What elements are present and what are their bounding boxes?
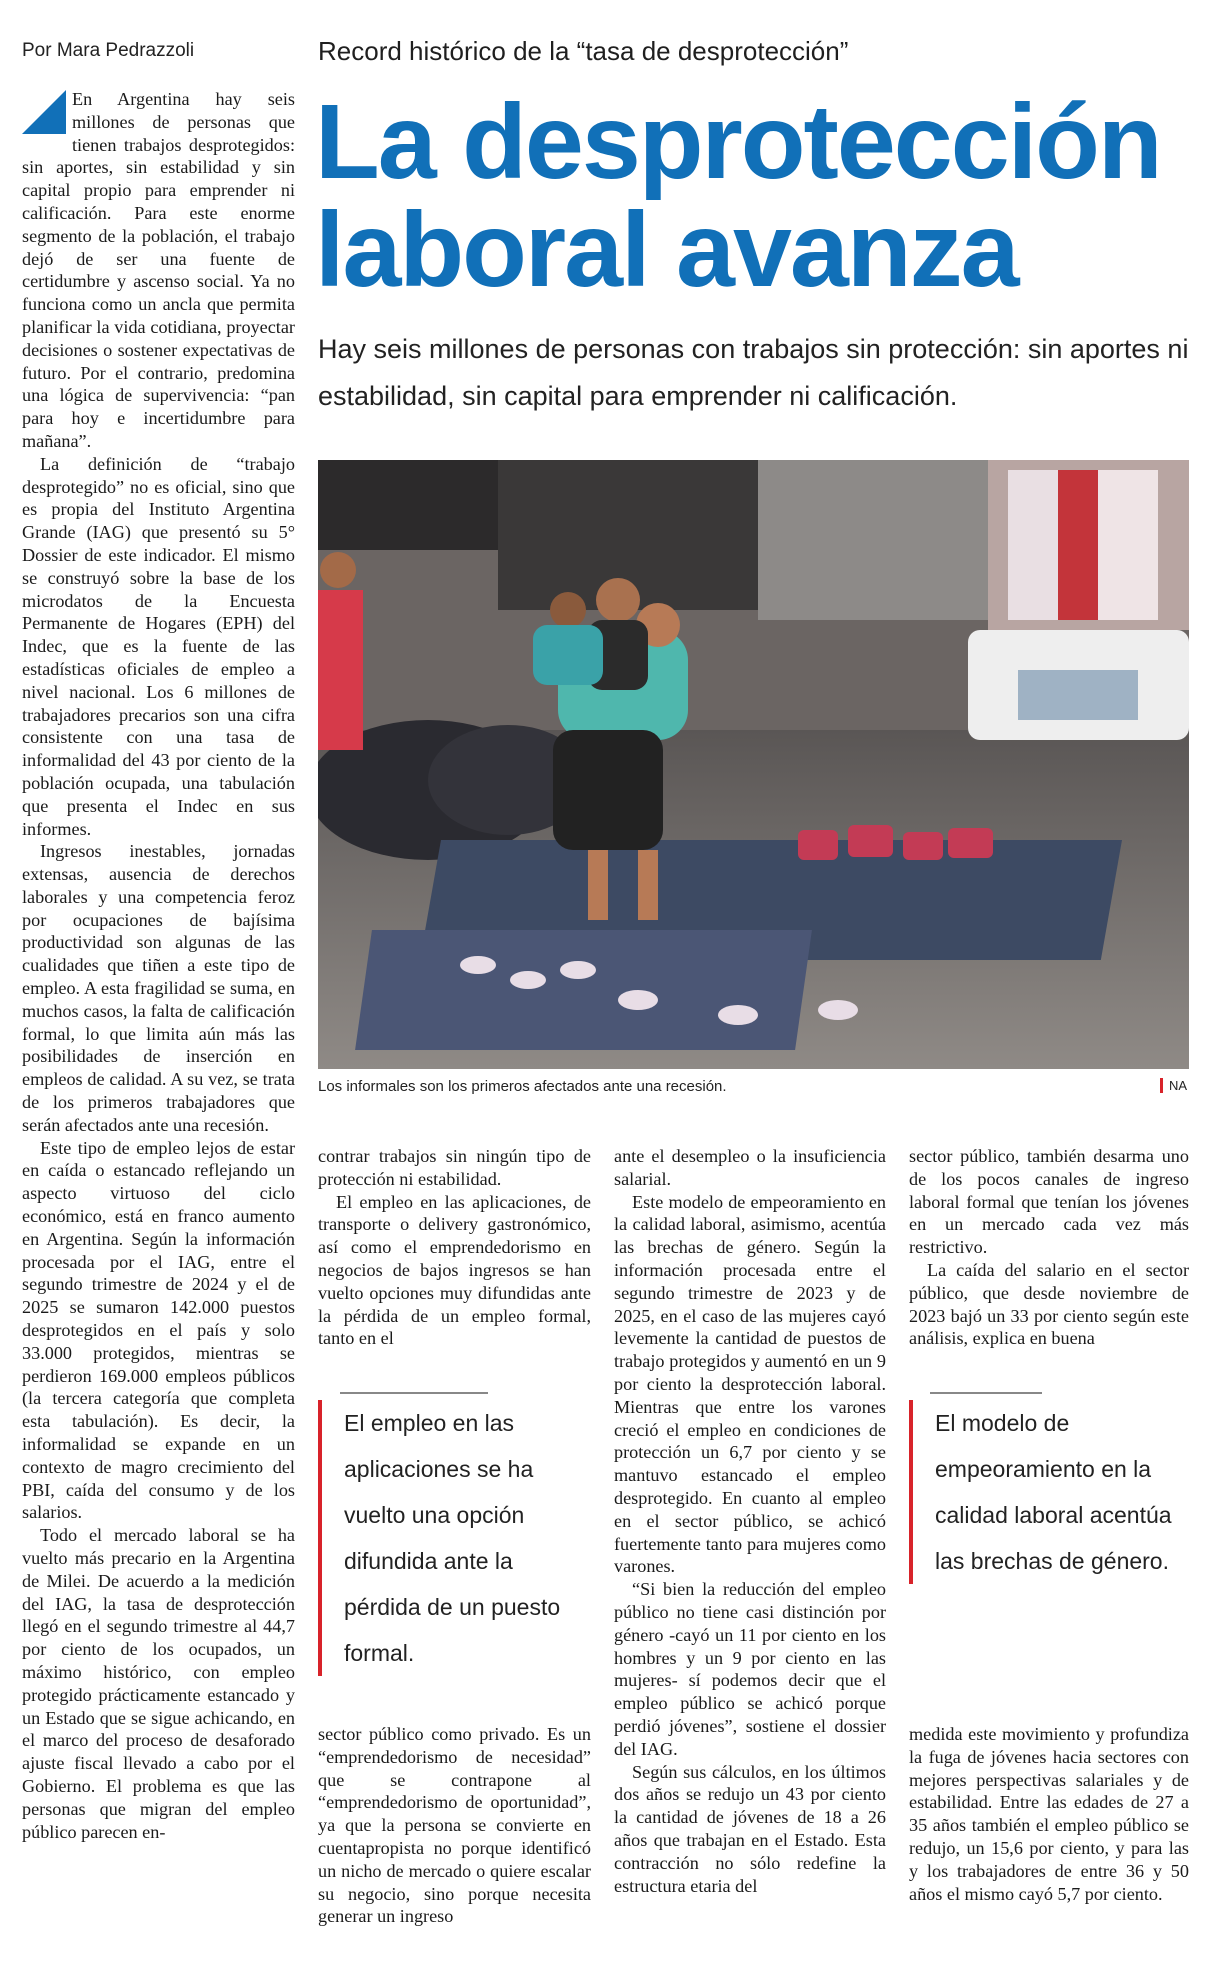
paragraph: ante el desempleo o la insuficiencia salarial. xyxy=(614,1146,886,1189)
paragraph: Según sus cálculos, en los últimos dos años se redujo un 43 por ciento la cantidad de jóvenes de 18 a 26 años que trabajan en el Estado. Esta contracción no sólo redefine la estructura etaria del xyxy=(614,1761,886,1896)
article-photo xyxy=(318,460,1189,1069)
headline: La desprotección laboral avanza xyxy=(315,83,1161,309)
subhead: Hay seis millones de personas con trabajos sin protección: sin aportes ni estabilidad, sin capital para emprender ni calificación. xyxy=(318,334,1189,411)
paragraph: El empleo en las aplicaciones, de transporte o delivery gastronómico, así como el emprendedorismo en negocios de bajos ingresos se han vuelto opciones muy difundidas ante la pérdida de un empleo formal, tanto en el xyxy=(318,1191,591,1349)
pullquote-rule xyxy=(930,1392,1042,1394)
dropcap-triangle-icon xyxy=(22,90,66,134)
article-column-2-top xyxy=(318,1145,591,1350)
paragraph: sector público como privado. Es un “emprendedorismo de necesidad” que se contrapone al “emprendedorismo de oportunidad”, ya que la persona se convierte en cuentapropista no porque identificó un nicho de mercado o quiere escalar su negocio, sino porque necesita generar un ingreso xyxy=(318,1724,591,1927)
article-column-2-bottom xyxy=(318,1723,591,1928)
byline: Por Mara Pedrazzoli xyxy=(22,40,195,61)
article-column-4-bottom xyxy=(909,1723,1189,1905)
paragraph: contrar trabajos sin ningún tipo de protección ni estabilidad. xyxy=(318,1146,591,1189)
paragraph: Todo el mercado laboral se ha vuelto más precario en la Argentina de Milei. De acuerdo a la medición del IAG, la tasa de desprotección llegó en el segundo trimestre al 44,7 por ciento de los ocupados, un máximo histórico, con empleo protegido prácticamente estancado y un Estado que se sigue achicando, en el marco del proceso de desaforado ajuste fiscal llevado a cabo por el Gobierno. El problema es que las personas que migran del empleo público parecen en- xyxy=(22,1525,295,1842)
paragraph: Ingresos inestables, jornadas extensas, ausencia de derechos laborales y una competencia feroz por ocupaciones de bajísima productividad son algunas de las cualidades que tiñen a este tipo de empleo. A esta fragilidad se suma, en muchos casos, la falta de calificación formal, lo que limita aún más las posibilidades de inserción en empleos de calidad. A su vez, se trata de los primeros trabajadores que serán afectados ante una recesión. xyxy=(22,841,295,1135)
paragraph: medida este movimiento y profundiza la fuga de jóvenes hacia sectores con mejores perspectivas salariales y de estabilidad. Entre las edades de 27 a 35 años también el empleo público se redujo, un 15,6 por ciento, y para las y los trabajadores de entre 36 y 50 años el mismo cayó 5,7 por ciento. xyxy=(909,1724,1189,1904)
paragraph: sector público, también desarma uno de los pocos canales de ingreso laboral formal que tenían los jóvenes en un mercado cada vez más restrictivo. xyxy=(909,1146,1189,1258)
photo-caption: Los informales son los primeros afectados ante una recesión. xyxy=(318,1078,727,1095)
pullquote-rule xyxy=(340,1392,488,1394)
kicker: Record histórico de la “tasa de desprotección” xyxy=(318,36,849,66)
pullquote-1: El empleo en las aplicaciones se ha vuelto una opción difundida ante la pérdida de un puesto formal. xyxy=(318,1400,588,1676)
street-vendors-photo-illustration xyxy=(318,460,1189,1069)
paragraph: Este modelo de empeoramiento en la calidad laboral, asimismo, acentúa las brechas de género. Según la información procesada entre el segundo trimestre de 2023 y de 2025, en el caso de las mujeres cayó levemente la cantidad de puestos de trabajo protegidos y aumentó en un 9 por ciento la desprotección laboral. Mientras que entre los varones creció el empleo en condiciones de protección un 6,7 por ciento y se mantuvo estancado el empleo desprotegido. En cuanto al empleo en el sector público, se achicó fuertemente tanto para mujeres como varones. xyxy=(614,1191,886,1577)
paragraph: La definición de “trabajo desprotegido” no es oficial, sino que es propia del Instituto Argentina Grande (IAG) que presentó su 5° Dossier de este indicador. El mismo se construyó sobre la base de los microdatos de la Encuesta Permanente de Hogares (EPH) del Indec, que es la fuente de las estadísticas oficiales de empleo a nivel nacional. Los 6 millones de trabajadores precarios son una cifra consistente con una tasa de informalidad del 43 por ciento de la población ocupada, una tabulación que presenta el Indec en sus informes. xyxy=(22,453,295,839)
paragraph: La caída del salario en el sector público, que desde noviembre de 2023 bajó un 33 por ciento según este análisis, explica en buena xyxy=(909,1259,1189,1349)
photo-credit: NA xyxy=(1160,1078,1187,1093)
article-column-3 xyxy=(614,1145,886,1897)
paragraph: En Argentina hay seis millones de personas que tienen trabajos desprotegidos: sin aportes, sin estabilidad y sin capital propio para emprender ni calificación. Para este enorme segmento de la población, el trabajo dejó de ser una fuente de certidumbre y ascenso social. Ya no funciona como un ancla que permita planificar la vida cotidiana, proyectar decisiones o sostener expectativas de futuro. Por el contrario, predomina una lógica de supervivencia: “pan para hoy e incertidumbre para mañana”. xyxy=(22,89,295,451)
article-column-4-top xyxy=(909,1145,1189,1350)
article-column-1 xyxy=(22,88,295,1843)
pullquote-2: El modelo de empeoramiento en la calidad laboral acentúa las brechas de género. xyxy=(909,1400,1179,1584)
paragraph: Este tipo de empleo lejos de estar en caída o estancado reflejando un aspecto virtuoso del ciclo económico, está en franco aumento en Argentina. Según la información procesada por el IAG, entre el segundo trimestre de 2024 y el de 2025 se sumaron 142.000 puestos desprotegidos en el país y solo 33.000 protegidos, mientras se perdieron 169.000 empleos públicos (la tercera categoría que completa esta tabulación). Es decir, la informalidad se expande en un contexto de magro crecimiento del PBI, caída del consumo y de los salarios. xyxy=(22,1137,295,1523)
paragraph: “Si bien la reducción del empleo público no tiene casi distinción por género -cayó un 11 por ciento en los hombres y un 9 por ciento en las mujeres- sí podemos decir que el empleo público se achicó porque perdió jóvenes”, sostiene el dossier del IAG. xyxy=(614,1579,886,1759)
